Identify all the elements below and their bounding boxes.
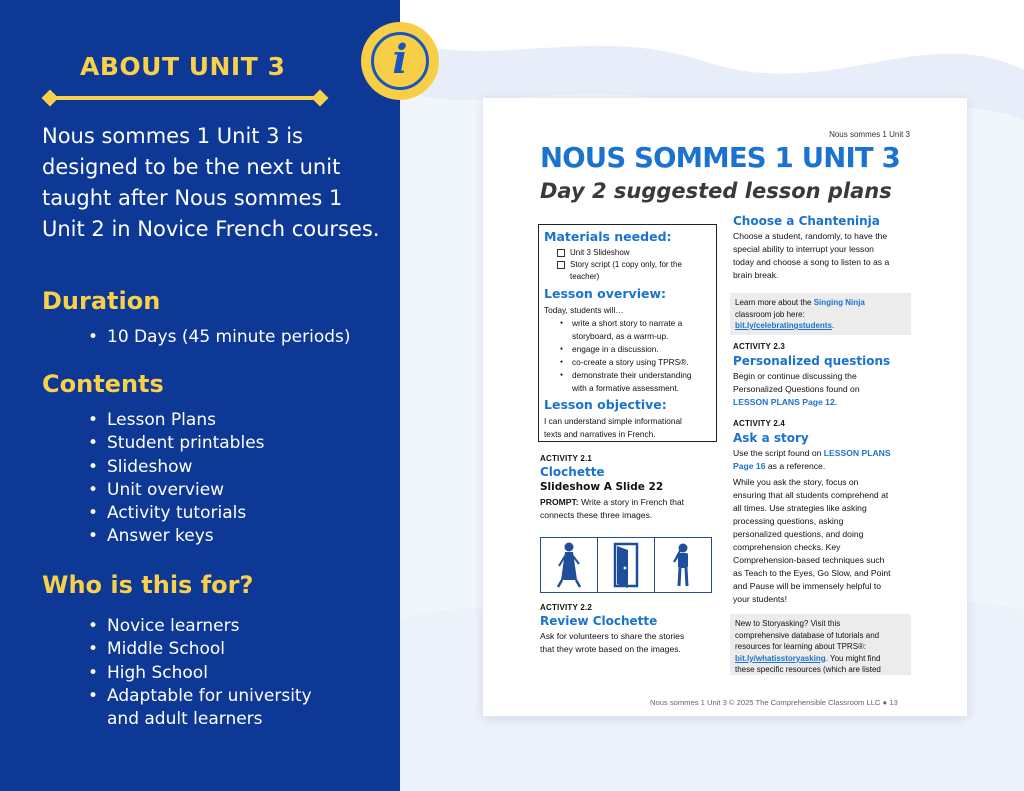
- objective-heading: Lesson objective:: [544, 397, 667, 412]
- activity-label: ACTIVITY 2.3: [733, 342, 786, 351]
- activity-text: comprehension checks. Key: [733, 542, 841, 552]
- list-item: • Lesson Plans: [88, 409, 265, 432]
- singing-ninja-note: Learn more about the Singing Ninja classroom job here: bit.ly/celebratingstudents.: [730, 293, 911, 335]
- activity-text: ensuring that all students comprehend at: [733, 490, 889, 500]
- section-text: brain break.: [733, 270, 779, 280]
- overview-list: [554, 317, 711, 395]
- activity-text: and Pause will be immensely helpful to: [733, 581, 882, 591]
- list-item: • Middle School: [88, 638, 312, 661]
- list-item: • Student printables: [88, 432, 265, 455]
- info-icon-glyph: i: [392, 36, 408, 83]
- list-item: • Unit overview: [88, 479, 265, 502]
- activity-text: While you ask the story, focus on: [733, 477, 859, 487]
- activity-2-4: ACTIVITY 2.4 Ask a story Use the script found on LESSON PLANS Page 16 as a reference. While you ask the story, focus on ensuring that all students comprehend at all times. Use strategies like asking processing questions, asking personalized questions, and doing comprehension checks. Key Comprehension-based techniques such as Teach to the Eyes, Go Slow, and Point and Pause will be immensely helpful to your students!: [733, 419, 913, 606]
- list-item-continuation: with a formative assessment.: [572, 383, 679, 393]
- unit-intro: Nous sommes 1 Unit 3 is designed to be the next unit taught after Nous sommes 1 Unit 2 in Novice French courses.: [42, 124, 380, 241]
- activity-text: personalized questions, and doing: [733, 529, 864, 539]
- list-item: • Adaptable for university: [88, 685, 312, 708]
- checkbox-icon: [557, 261, 565, 269]
- lesson-plans-link[interactable]: LESSON PLANS: [823, 448, 891, 458]
- list-item: ● co-create a story using TPRS®.: [554, 356, 711, 369]
- lesson-plans-page-12-link[interactable]: LESSON PLANS Page 12: [733, 397, 835, 407]
- overview-heading: Lesson overview:: [544, 286, 666, 301]
- prompt-line: connects these three images.: [540, 510, 653, 520]
- singing-ninja-link[interactable]: Singing Ninja: [813, 298, 865, 307]
- activity-text: your students!: [733, 594, 787, 604]
- list-item: ● write a short story to narrate a: [554, 317, 711, 330]
- about-title: ABOUT UNIT 3: [80, 52, 286, 81]
- what-is-storyasking-link[interactable]: bit.ly/whatisstoryasking: [735, 653, 826, 663]
- section-text: today and choose a song to listen to as a: [733, 257, 890, 267]
- duration-heading: Duration: [42, 287, 161, 315]
- story-image-strip: [540, 537, 712, 593]
- activity-title: Clochette: [540, 465, 605, 479]
- section-text: Choose a student, randomly, to have the: [733, 231, 888, 241]
- note-text: New to Storyasking? Visit this: [735, 619, 841, 628]
- materials-item-continuation: teacher): [570, 272, 600, 281]
- contents-heading: Contents: [42, 370, 164, 398]
- page-footer: Nous sommes 1 Unit 3 © 2025 The Comprehensible Classroom LLC ● 13: [650, 698, 898, 707]
- story-image-open-door: [598, 538, 655, 592]
- objective-line: texts and narratives in French.: [544, 429, 656, 439]
- section-text: special ability to interrupt your lesson: [733, 244, 874, 254]
- activity-title: Review Clochette: [540, 614, 658, 628]
- divider-diamond-left: [42, 90, 59, 107]
- activity-text: as Teach to the Eyes, Go Slow, and Point: [733, 568, 891, 578]
- list-item: ● demonstrate their understanding: [554, 369, 711, 382]
- slide-reference: Slideshow A Slide 22: [540, 481, 664, 493]
- list-item: • Answer keys: [88, 525, 265, 548]
- activity-label: ACTIVITY 2.2: [540, 603, 593, 612]
- activity-text: processing questions, asking: [733, 516, 844, 526]
- page-header-note: Nous sommes 1 Unit 3: [829, 130, 910, 139]
- activity-label: ACTIVITY 2.1: [540, 454, 593, 463]
- activity-text: that they wrote based on the images.: [540, 644, 681, 654]
- duration-list: [88, 326, 351, 349]
- note-text: classroom job here:: [735, 309, 805, 319]
- materials-item: Unit 3 Slideshow: [557, 247, 711, 259]
- activity-text: Comprehension-based techniques such: [733, 555, 885, 565]
- divider-diamond-right: [312, 90, 329, 107]
- info-icon: [361, 22, 439, 100]
- materials-item: Story script (1 copy only, for the: [557, 259, 711, 271]
- page-16-link[interactable]: Page 16: [733, 461, 766, 471]
- lesson-page-preview: [483, 98, 967, 716]
- activity-text: Begin or continue discussing the: [733, 371, 857, 381]
- audience-list: [88, 615, 312, 731]
- materials-heading: Materials needed:: [544, 229, 672, 244]
- note-text: these specific resources (which are listed: [735, 665, 881, 674]
- chanteninja-section: [733, 214, 913, 282]
- prompt-line: PROMPT: Write a story in French that: [540, 497, 685, 507]
- page-subtitle: Day 2 suggested lesson plans: [540, 179, 892, 203]
- celebrating-students-link[interactable]: bit.ly/celebratingstudents: [735, 321, 832, 330]
- list-item-continuation: and adult learners: [107, 709, 263, 730]
- section-title: Choose a Chanteninja: [733, 214, 880, 228]
- list-item: • Activity tutorials: [88, 502, 265, 525]
- activity-title: Personalized questions: [733, 354, 891, 368]
- activity-text: all times. Use strategies like asking: [733, 503, 867, 513]
- title-divider: [44, 90, 326, 106]
- audience-heading: Who is this for?: [42, 571, 254, 599]
- about-panel: [0, 0, 400, 791]
- materials-box: [538, 224, 717, 442]
- overview-lead: Today, students will…: [544, 305, 624, 315]
- contents-list: [88, 409, 265, 549]
- activity-2-3: ACTIVITY 2.3 Personalized questions Begin or continue discussing the Personalized Questions found on LESSON PLANS Page 12.: [733, 342, 913, 409]
- story-image-woman-walking: [541, 538, 598, 592]
- activity-label: ACTIVITY 2.4: [733, 419, 786, 428]
- note-text: comprehensive database of tutorials and: [735, 630, 880, 640]
- note-text: resources for learning about TPRS®:: [735, 642, 867, 651]
- divider-line: [50, 96, 320, 100]
- list-item: ● engage in a discussion.: [554, 343, 711, 356]
- activity-2-2: [540, 603, 716, 656]
- objective-line: I can understand simple informational: [544, 416, 682, 426]
- activity-text: Ask for volunteers to share the stories: [540, 631, 685, 641]
- list-item: • Slideshow: [88, 456, 265, 479]
- list-item: • 10 Days (45 minute periods): [88, 326, 351, 349]
- list-item: • Novice learners: [88, 615, 312, 638]
- list-item: • High School: [88, 662, 312, 685]
- page-title: NOUS SOMMES 1 UNIT 3: [540, 142, 900, 174]
- activity-text: Personalized Questions found on: [733, 384, 860, 394]
- activity-2-1: [540, 454, 716, 522]
- list-item-continuation: storyboard, as a warm-up.: [572, 331, 669, 341]
- story-image-thinking-person: [655, 538, 711, 592]
- activity-title: Ask a story: [733, 431, 809, 445]
- storyasking-note: New to Storyasking? Visit this comprehensive database of tutorials and resources for learning about TPRS®: bit.ly/whatisstoryasking. You might find these specific resources (which are listed: [730, 614, 911, 675]
- checkbox-icon: [557, 249, 565, 257]
